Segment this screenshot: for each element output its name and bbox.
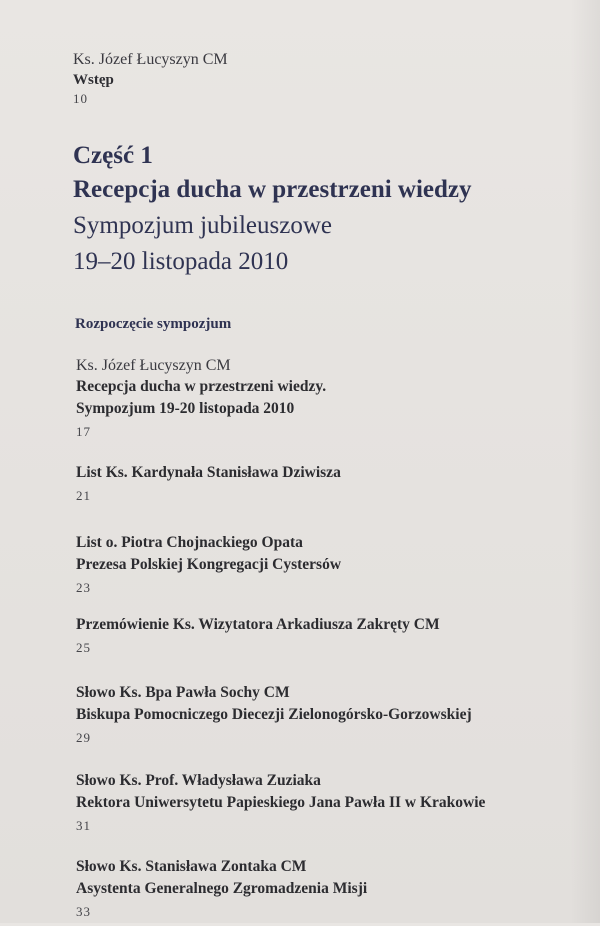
entry-page-number: 33 [76,904,91,919]
intro-page-number: 10 [73,91,88,106]
intro-entry [73,50,228,108]
entry-title-line: Rektora Uniwersytetu Papieskiego Jana Pawła II w Krakowie [76,794,486,811]
toc-entry [76,770,586,842]
toc-entry [76,682,586,754]
entry-page-number: 21 [76,488,91,503]
intro-author: Ks. Józef Łucyszyn CM [73,51,228,68]
entry-title-line: Przemówienie Ks. Wizytatora Arkadiusza Zakręty CM [76,616,440,633]
intro-title: Wstęp [73,72,114,88]
entry-page-number: 23 [76,580,91,595]
entry-title-line: Słowo Ks. Bpa Pawła Sochy CM [76,684,290,701]
entry-page-number: 29 [76,730,91,745]
entry-title-line: Asystenta Generalnego Zgromadzenia Misji [76,880,368,897]
entry-title-line: Sympozjum 19-20 listopada 2010 [76,400,295,417]
toc-entry [76,856,586,926]
section-heading: Rozpoczęcie sympozjum [75,316,232,332]
entry-author: Ks. Józef Łucyszyn CM [76,357,231,374]
part-subtitle: Sympozjum jubileuszowe [73,212,332,239]
entry-page-number: 31 [76,818,91,833]
entry-page-number: 25 [76,640,91,655]
toc-entry [76,356,586,448]
entry-title-line: Słowo Ks. Prof. Władysława Zuziaka [76,772,321,789]
part-dates: 19–20 listopada 2010 [73,248,289,275]
toc-entry [76,614,586,664]
entry-page-number: 17 [76,424,91,439]
toc-entries [76,356,586,926]
entry-title-line: List Ks. Kardynała Stanisława Dziwisza [76,464,341,481]
entry-title-line: Prezesa Polskiej Kongregacji Cystersów [76,556,342,573]
toc-entry [76,532,586,602]
part-label: Część 1 [73,142,153,169]
part-heading [73,140,472,280]
toc-entry [76,462,586,514]
entry-title-line: Recepcja ducha w przestrzeni wiedzy. [76,378,327,395]
entry-title-line: Słowo Ks. Stanisława Zontaka CM [76,858,307,875]
entry-title-line: List o. Piotra Chojnackiego Opata [76,534,303,551]
part-title: Recepcja ducha w przestrzeni wiedzy [73,176,472,203]
entry-title-line: Biskupa Pomocniczego Diecezji Zielonogórsko-Gorzowskiej [76,706,472,723]
